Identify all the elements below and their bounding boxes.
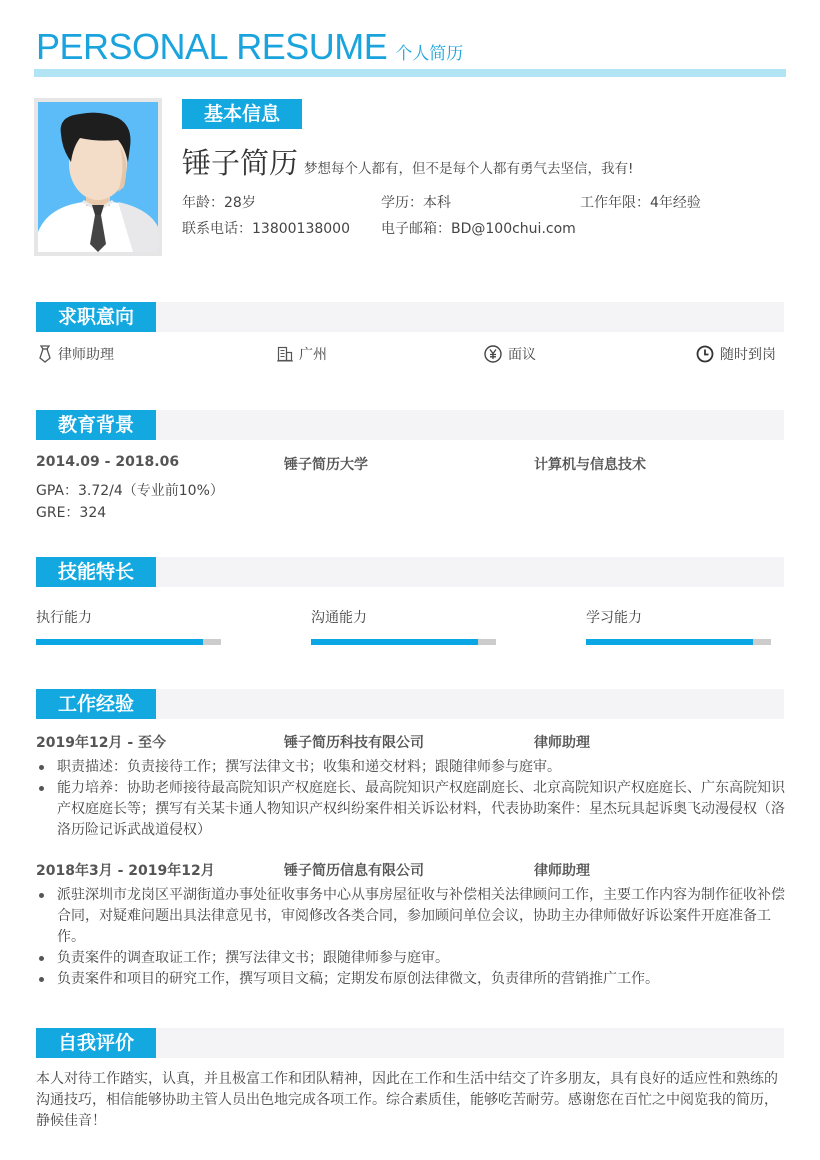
motto: 梦想每个人都有，但不是每个人都有勇气去坚信，我有! xyxy=(304,161,634,177)
skill-progress-bar xyxy=(586,639,771,645)
job-company: 锤子简历信息有限公司 xyxy=(284,863,424,879)
tie-icon xyxy=(38,345,52,363)
education-details xyxy=(36,480,224,524)
job-period: 2018年3月 - 2019年12月 xyxy=(36,863,215,879)
section-title: 求职意向 xyxy=(36,302,156,332)
title-en: PERSONAL RESUME xyxy=(36,26,388,67)
section-header xyxy=(36,410,784,440)
list-item: 派驻深圳市龙岗区平湖街道办事处征收事务中心从事房屋征收与补偿相关法律顾问工作，主要工作内容为制作征收补偿合同，对疑难问题出具法律意见书，审阅修改各类合同，参加顾问单位会议，协助主办律师做好诉讼案件开庭准备工作。 xyxy=(36,885,786,948)
section-header xyxy=(36,1028,784,1058)
education-major: 计算机与信息技术 xyxy=(534,457,646,473)
skill-label: 沟通能力 xyxy=(311,610,367,626)
job-title: 律师助理 xyxy=(534,735,590,751)
resume-header xyxy=(36,24,786,70)
job-period: 2019年12月 - 至今 xyxy=(36,735,167,751)
candidate-name: 锤子简历 xyxy=(182,146,299,180)
age-field: 年龄：28岁 xyxy=(182,195,256,211)
intent-availability xyxy=(696,344,776,364)
skill-progress-fill xyxy=(36,639,203,645)
list-item: 负责案件和项目的研究工作，撰写项目文稿；定期发布原创法律微文，负责律所的营销推广工作。 xyxy=(36,969,786,990)
intent-city xyxy=(277,344,327,364)
basic-info-heading: 基本信息 xyxy=(182,99,302,129)
section-title: 自我评价 xyxy=(36,1028,156,1058)
skill-label: 执行能力 xyxy=(36,610,92,626)
education-school: 锤子简历大学 xyxy=(284,457,368,473)
section-header xyxy=(36,557,784,587)
section-title: 工作经验 xyxy=(36,689,156,719)
skill-progress-fill xyxy=(586,639,753,645)
section-header xyxy=(36,302,784,332)
name-row xyxy=(182,141,792,182)
list-item: 能力培养：协助老师接待最高院知识产权庭庭长、最高院知识产权庭副庭长、北京高院知识产权庭庭长、广东高院知识产权庭庭长等；撰写有关某卡通人物知识产权纠纷案件相关诉讼材料，代表协助案件：星杰玩具起诉奥飞动漫侵权（洛洛历险记诉武战道侵权） xyxy=(36,778,786,841)
yen-icon xyxy=(484,345,502,363)
gre-line: GRE：324 xyxy=(36,505,107,521)
job-company: 锤子简历科技有限公司 xyxy=(284,735,424,751)
phone-field: 联系电话：13800138000 xyxy=(182,221,350,237)
intent-salary xyxy=(484,344,536,364)
email-field: 电子邮箱：BD@100chui.com xyxy=(381,221,576,237)
intent-position xyxy=(38,344,114,364)
job-title: 律师助理 xyxy=(534,863,590,879)
education-period: 2014.09 - 2018.06 xyxy=(36,454,180,470)
intent-availability-label: 随时到岗 xyxy=(720,347,776,363)
skill-progress-bar xyxy=(311,639,496,645)
intent-row xyxy=(36,344,784,368)
section-header xyxy=(36,689,784,719)
building-icon xyxy=(277,346,293,362)
intent-salary-label: 面议 xyxy=(508,347,536,363)
section-title: 教育背景 xyxy=(36,410,156,440)
skill-progress-fill xyxy=(311,639,478,645)
gpa-line: GPA：3.72/4（专业前10%） xyxy=(36,483,224,499)
basic-info xyxy=(182,99,792,238)
degree-field: 学历：本科 xyxy=(381,195,451,211)
header-divider xyxy=(34,69,786,77)
section-skills xyxy=(36,557,784,647)
job-bullets xyxy=(36,885,786,990)
intent-city-label: 广州 xyxy=(299,347,327,363)
profile-photo xyxy=(34,98,162,256)
section-education xyxy=(36,410,784,520)
clock-icon xyxy=(696,345,714,363)
skill-progress-bar xyxy=(36,639,221,645)
section-self-evaluation xyxy=(36,1028,784,1138)
self-evaluation-text: 本人对待工作踏实，认真，并且极富工作和团队精神，因此在工作和生活中结交了许多朋友，具有良好的适应性和熟练的沟通技巧，相信能够协助主管人员出色地完成各项工作。综合素质佳，能够吃苦耐劳。感谢您在百忙之中阅览我的简历，静候佳音！ xyxy=(36,1071,778,1129)
list-item: 职责描述：负责接待工作；撰写法律文书；收集和递交材料；跟随律师参与庭审。 xyxy=(36,757,786,778)
section-title: 技能特长 xyxy=(36,557,156,587)
header-title xyxy=(36,24,786,70)
intent-position-label: 律师助理 xyxy=(58,347,114,363)
experience-years-field: 工作年限：4年经验 xyxy=(580,195,701,211)
title-cn: 个人简历 xyxy=(395,44,464,64)
skill-communication xyxy=(311,607,496,645)
job-bullets xyxy=(36,757,786,841)
skill-learning xyxy=(586,607,771,645)
info-grid xyxy=(182,192,792,238)
avatar-icon xyxy=(38,102,158,252)
list-item: 负责案件的调查取证工作；撰写法律文书；跟随律师参与庭审。 xyxy=(36,948,786,969)
skill-execution xyxy=(36,607,221,645)
skill-label: 学习能力 xyxy=(586,610,642,626)
section-work-experience xyxy=(36,689,784,989)
section-job-intent xyxy=(36,302,784,372)
